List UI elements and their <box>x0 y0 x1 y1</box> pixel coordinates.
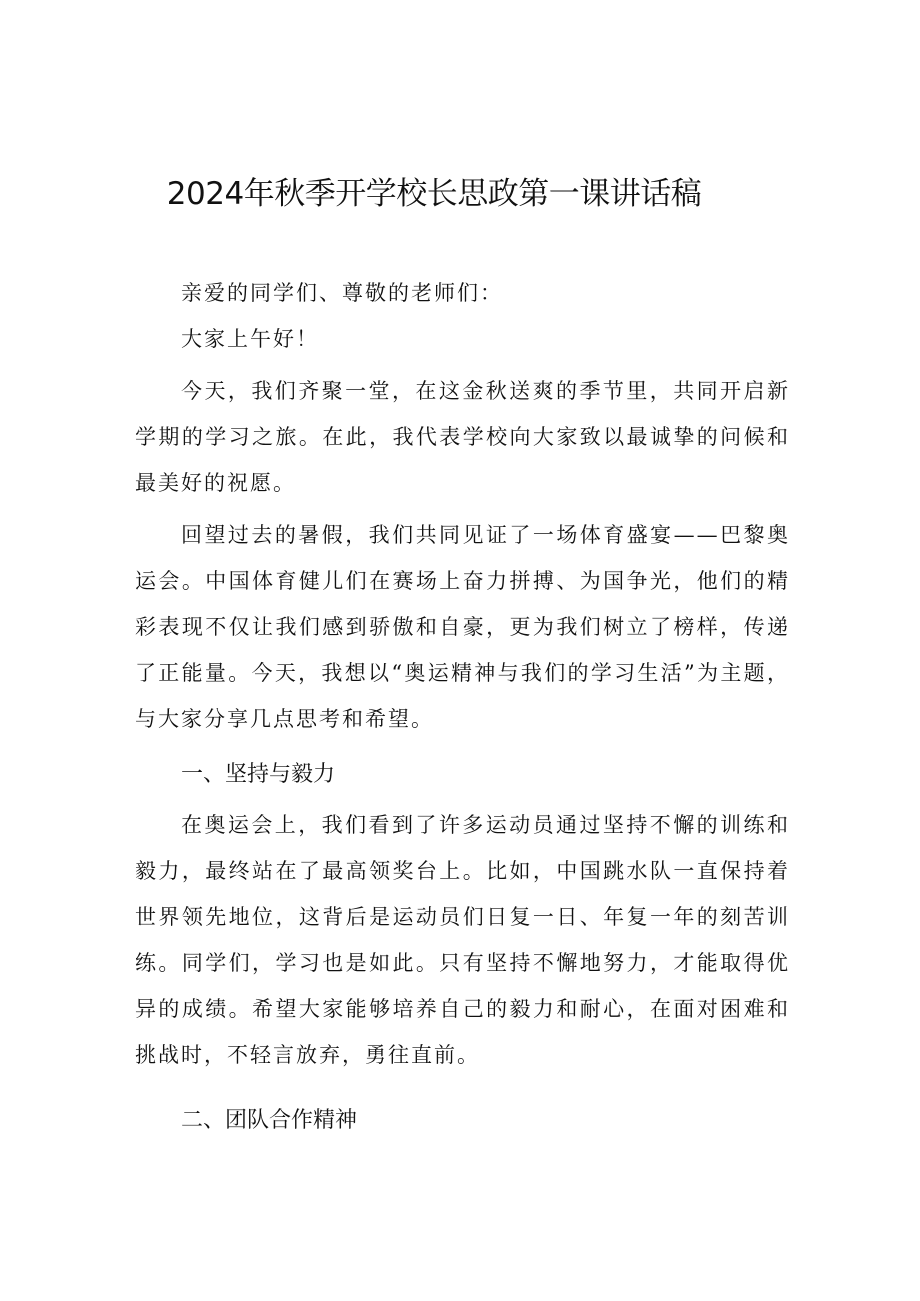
perseverance-paragraph: 在奥运会上，我们看到了许多运动员通过坚持不懈的训练和毅力，最终站在了最高领奖台上。比如，中国跳水队一直保持着世界领先地位，这背后是运动员们日复一日、年复一年的刻苦训练。同学们，学习也是如此。只有坚持不懈地努力，才能取得优异的成绩。希望大家能够培养自己的毅力和耐心，在面对困难和挑战时，不轻言放弃，勇往直前。 <box>135 813 790 1067</box>
section-heading-teamwork: 二、团队合作精神 <box>181 1108 358 1133</box>
greeting-line: 亲爱的同学们、尊敬的老师们： <box>181 281 503 305</box>
document-title: 2024年秋季开学校长思政第一课讲话稿 <box>166 176 702 212</box>
olympics-paragraph: 回望过去的暑假，我们共同见证了一场体育盛宴——巴黎奥运会。中国体育健儿们在赛场上奋力拼搏、为国争光，他们的精彩表现不仅让我们感到骄傲和自豪，更为我们树立了榜样，传递了正能量。今天，我想以“奥运精神与我们的学习生活”为主题，与大家分享几点思考和希望。 <box>135 523 790 731</box>
intro-paragraph: 今天，我们齐聚一堂，在这金秋送爽的季节里，共同开启新学期的学习之旅。在此，我代表学校向大家致以最诚挚的问候和最美好的祝愿。 <box>135 379 790 495</box>
document-body <box>135 270 790 1144</box>
salutation-line: 大家上午好！ <box>181 327 319 351</box>
section-heading-perseverance: 一、坚持与毅力 <box>181 762 336 787</box>
